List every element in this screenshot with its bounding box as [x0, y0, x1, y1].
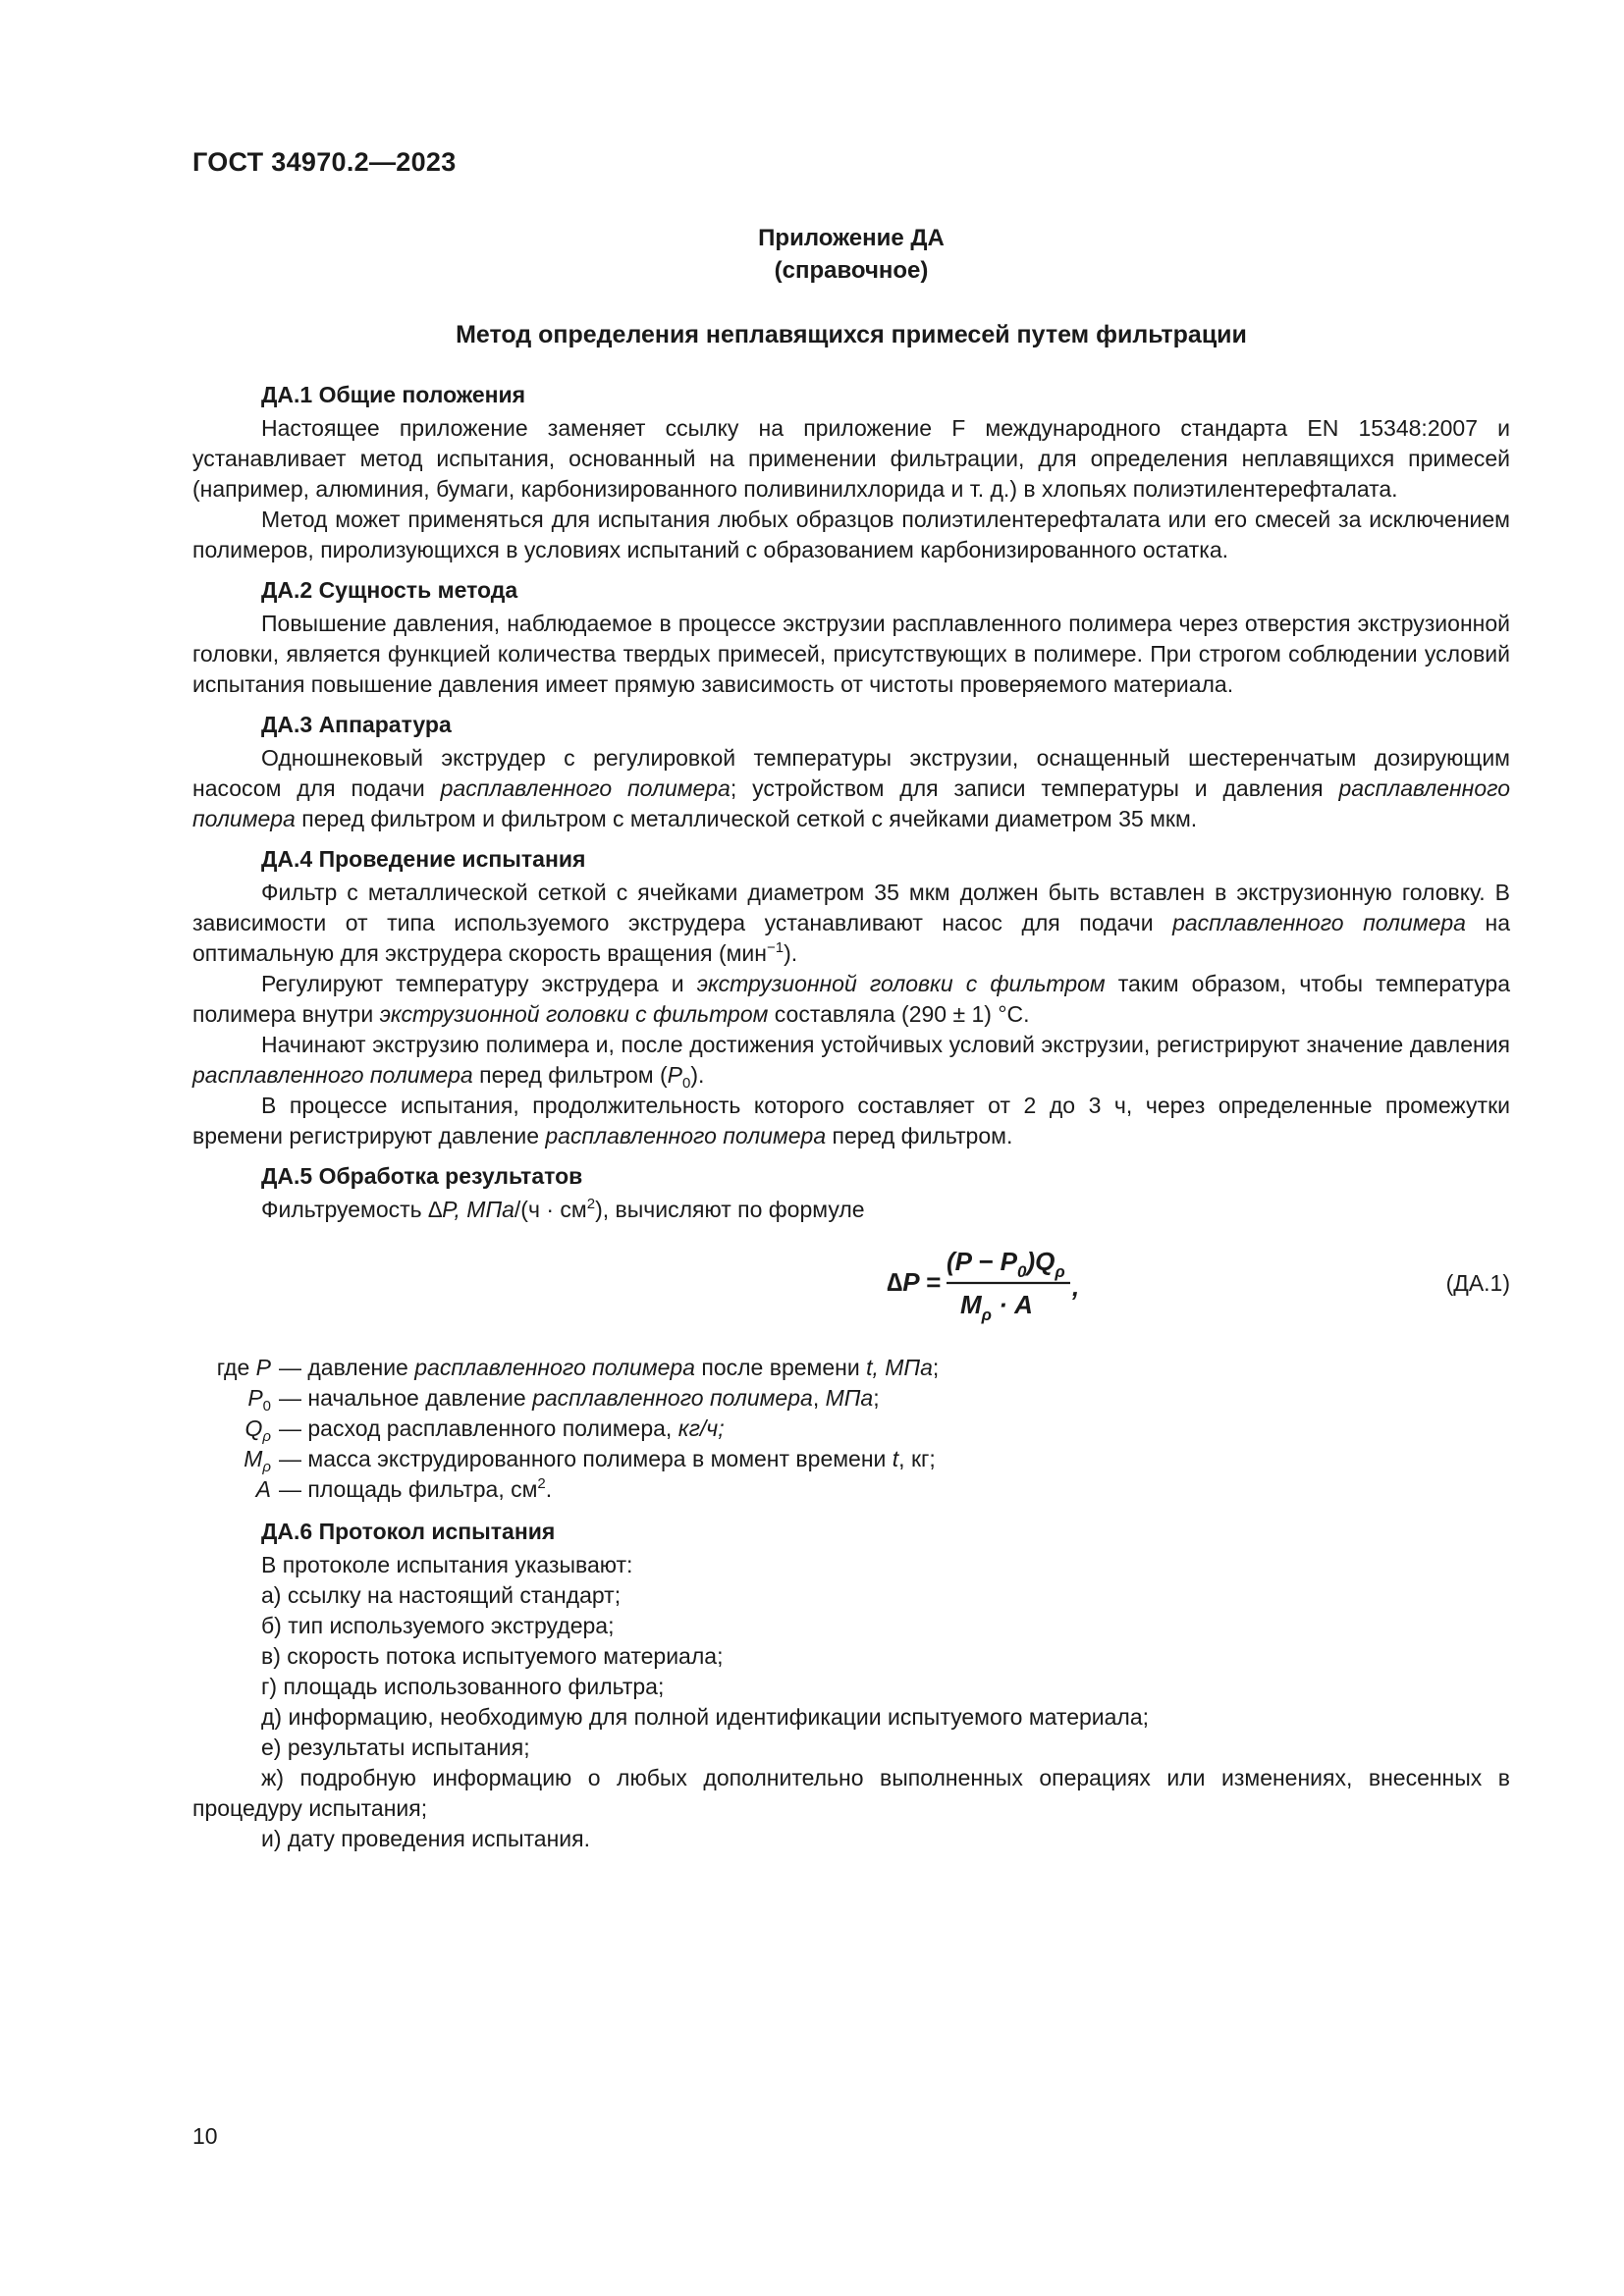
legend-row: $M_\rho$ — масса экструдированного полимера в момент времени t, кг; — [244, 1446, 936, 1475]
formula-comma: , — [1072, 1272, 1080, 1302]
paragraph: Регулируют температуру экструдера и экструзионной головки с фильтром таким образом, чтобы температура полимера внутри экструзионной головки с фильтром составляла (290 ± 1) °С. — [192, 971, 1510, 1027]
list-item: е) результаты испытания; — [261, 1735, 530, 1760]
paragraph: Фильтр с металлической сеткой с ячейками диаметром 35 мкм должен быть вставлен в экструзионную головку. В зависимости от типа используемого экструдера устанавливают насос для подачи расплавленного полимера на оптимальную для экструдера скорость вращения (мин$^{-1}$). — [192, 880, 1510, 966]
paragraph: Начинают экструзию полимера и, после достижения устойчивых условий экструзии, регистрируют значение давления расплавленного полимера перед фильтром $(P_0)$. — [192, 1032, 1510, 1092]
formula-lhs: ∆P = — [887, 1267, 941, 1297]
list-item: в) скорость потока испытуемого материала; — [261, 1643, 724, 1669]
standard-header: ГОСТ 34970.2—2023 — [192, 147, 457, 177]
paragraph: Повышение давления, наблюдаемое в процессе экструзии расплавленного полимера через отверстия экструзионной головки, является функцией количества твердых примесей, присутствующих в полимере. При строгом соблюдении условий испытания повышение давления имеет прямую зависимость от чистоты проверяемого материала. — [192, 611, 1510, 697]
formula-row — [192, 1239, 1510, 1329]
paragraph: В процессе испытания, продолжительность которого составляет от 2 до 3 ч, через определенные промежутки времени регистрируют давление расплавленного полимера перед фильтром. — [192, 1093, 1510, 1148]
paragraph: Одношнековый экструдер с регулировкой температуры экструзии, оснащенный шестеренчатым дозирующим насосом для подачи расплавленного полимера; устройством для записи температуры и давления расплавленного полимера перед фильтром и фильтром с металлической сеткой с ячейками диаметром 35 мкм. — [192, 745, 1510, 831]
section-heading-4: ДА.4 Проведение испытания — [261, 846, 586, 872]
list-item: г) площадь использованного фильтра; — [261, 1674, 665, 1699]
list-item: а) ссылку на настоящий стандарт; — [261, 1582, 622, 1608]
section-heading-3: ДА.3 Аппаратура — [261, 712, 452, 737]
legend-row: $P_0$ — начальное давление расплавленного полимера, МПа; — [247, 1385, 880, 1415]
symbol-legend — [192, 1353, 1510, 1505]
page-number: 10 — [192, 2123, 218, 2149]
list-item: д) информацию, необходимую для полной идентификации испытуемого материала; — [261, 1704, 1150, 1730]
list-item: и) дату проведения испытания. — [261, 1826, 590, 1851]
legend-row: $Q_\rho$ — расход расплавленного полимера, кг/ч; — [244, 1415, 725, 1445]
formula-numerator: $(P - P_0)Q_\rho$ — [947, 1247, 1065, 1281]
paragraph: Настоящее приложение заменяет ссылку на приложение F международного стандарта EN 15348:2007 и устанавливает метод испытания, основанный на применении фильтрации, для определения неплавящихся примесей (например, алюминия, бумаги, карбонизированного поливинилхлорида и т. д.) в хлопьях полиэтилентерефталата. — [192, 415, 1510, 502]
document-body — [192, 222, 1510, 1854]
paragraph: Фильтруемость ∆P, $МПа/(ч \cdot см^2)$, вычисляют по формуле — [261, 1196, 865, 1222]
section-heading-2: ДА.2 Сущность метода — [261, 577, 518, 603]
section-heading-6: ДА.6 Протокол испытания — [261, 1519, 556, 1544]
list-item: б) тип используемого экструдера; — [261, 1613, 615, 1638]
list-intro: В протоколе испытания указывают: — [261, 1552, 633, 1577]
formula — [754, 1239, 1166, 1329]
annex-name: Метод определения неплавящихся примесей путем фильтрации — [456, 321, 1247, 348]
section-heading-5: ДА.5 Обработка результатов — [261, 1163, 583, 1189]
legend-row: A — площадь фильтра, $см^2$. — [255, 1475, 553, 1502]
paragraph: Метод может применяться для испытания любых образцов полиэтилентерефталата или его смесей за исключением полимеров, пиролизующихся в условиях испытаний с образованием карбонизированного остатка. — [192, 507, 1510, 562]
section-heading-1: ДА.1 Общие положения — [261, 382, 526, 407]
formula-denominator: $M_\rho \cdot A$ — [960, 1290, 1033, 1324]
legend-row: где P — давление расплавленного полимера после времени t, МПа; — [216, 1355, 940, 1380]
annex-status: (справочное) — [774, 257, 929, 284]
equation-number: (ДА.1) — [1445, 1270, 1510, 1296]
annex-title: Приложение ДА — [758, 225, 945, 251]
list-item: ж) подробную информацию о любых дополнительно выполненных операциях или изменениях, внесенных в процедуру испытания; — [192, 1765, 1510, 1821]
